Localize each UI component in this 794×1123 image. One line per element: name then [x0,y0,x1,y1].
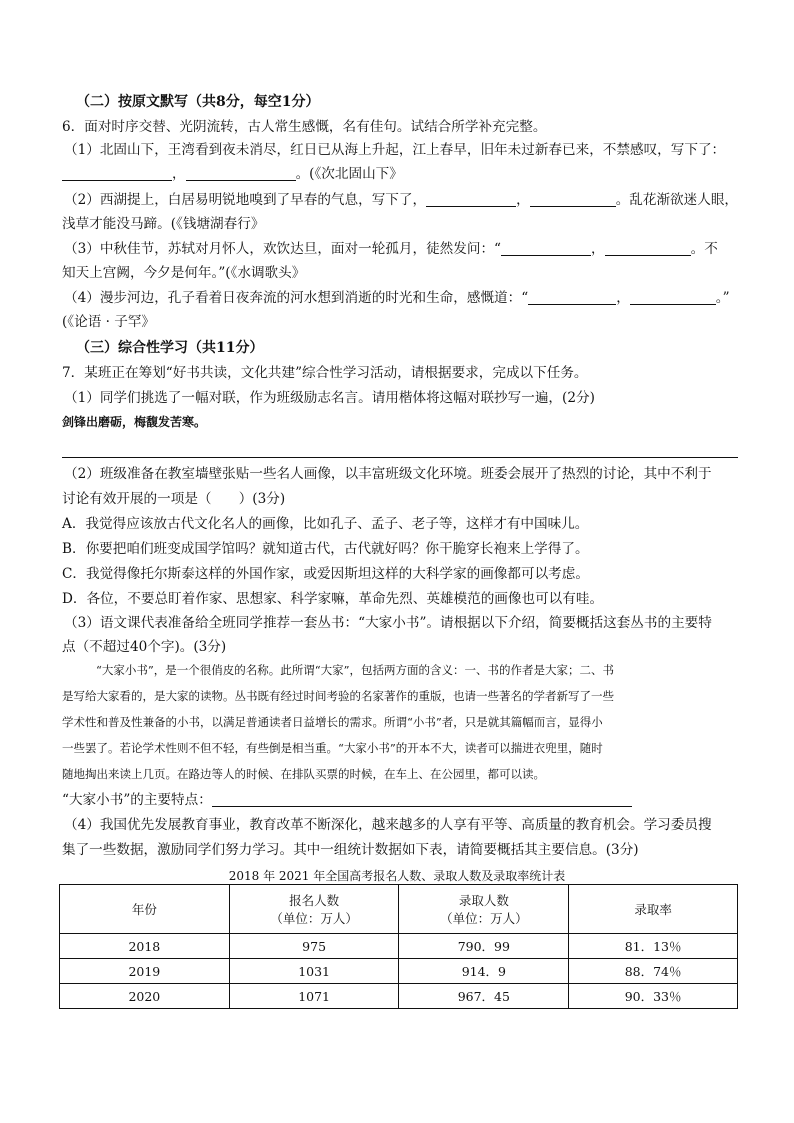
cell-applicants: 975 [229,934,399,959]
cell-rate: 81．13％ [569,934,738,959]
answer-blank[interactable] [186,166,296,181]
q6-part1-line2: ， 。(《次北固山下》 [62,164,742,184]
cell-applicants: 1031 [229,959,399,984]
q7-part2-line1: （2）班级准备在教室墙壁张贴一些名人画像，以丰富班级文化环境。班委会展开了热烈的讨论，其中不利于 [64,466,712,482]
passage-line: 一些罢了。若论学术性则不但不轻，有些倒是相当重。“大家小书”的开本不大，读者可以揣进衣兜里，随时 [62,741,603,755]
cell-year: 2018 [60,934,230,959]
option-a[interactable]: A．我觉得应该放古代文化名人的画像，比如孔子、孟子、老子等，这样才有中国味儿。 [62,516,589,532]
q6-part1-line1: （1）北固山下，王湾看到夜未消尽，红日已从海上升起，江上春早，旧年未过新春已来，不禁感叹，写下了： [64,142,726,158]
option-b[interactable]: B．你要把咱们班变成国学馆吗？就知道古代，古代就好吗？你干脆穿长袍来上学得了。 [62,541,589,557]
couplet-text: 剑锋出磨砺，梅馥发苦寒。 [62,415,207,429]
question-7-stem: 7．某班正在筹划“好书共读，文化共建”综合性学习活动，请根据要求，完成以下任务。 [62,365,588,381]
answer-blank[interactable] [630,290,716,305]
option-d[interactable]: D．各位，不要总盯着作家、思想家、科学家嘛，革命先烈、英雄模范的画像也可以有哇。 [62,591,604,607]
q7-part1: （1）同学们挑选了一幅对联，作为班级励志名言。请用楷体将这幅对联抄写一遍，(2分) [64,390,595,406]
cell-admitted: 914．9 [399,959,569,984]
answer-blank[interactable] [212,792,632,807]
q6-part2-line1: （2）西湖提上，白居易明锐地嗅到了早春的气息，写下了， ， 。乱花渐欲迷人眼， [64,192,739,208]
cell-applicants: 1071 [229,984,399,1009]
passage-line: 学术性和普及性兼备的小书，以满足普通读者日益增长的需求。所谓“小书”者，只是就其篇幅而言，显得小 [62,715,603,729]
q7-part4-line1: （4）我国优先发展教育事业，教育改革不断深化，越来越多的人享有平等、高质量的教育机会。学习委员搜 [64,817,712,833]
cell-year: 2019 [60,959,230,984]
writing-line[interactable] [62,457,738,458]
answer-blank[interactable] [62,166,172,181]
q6-part4-line1: （4）漫步河边，孔子看着日夜奔流的河水想到消逝的时光和生命，感慨道：“ ， 。” [64,290,730,306]
passage-line: “大家小书”，是一个很俏皮的名称。此所谓“大家”，包括两方面的含义：一、书的作者是大家；二、书 [96,663,615,677]
header-rate: 录取率 [569,885,738,934]
cell-admitted: 790．99 [399,934,569,959]
q7-part3-line1: （3）语文课代表准备给全班同学推荐一套丛书：“大家小书”。请根据以下介绍，简要概括这套丛书的主要特 [64,615,712,631]
q6-part4-line2: (《论语 · 子罕》 [62,314,156,330]
cell-rate: 90．33％ [569,984,738,1009]
q7-part4-line2: 集了一些数据，激励同学们努力学习。其中一组统计数据如下表，请简要概括其主要信息。(3分) [62,842,639,858]
q7-part3-line2: 点（不超过40个字)。(3分) [62,639,227,655]
table-row [60,959,738,984]
q6-part3-line2: 知天上宫阙，今夕是何年。”(《水调歌头》 [62,265,306,281]
answer-label: “大家小书”的主要特点： [62,790,742,810]
answer-blank[interactable] [501,241,591,256]
header-year: 年份 [60,885,230,934]
section-3-title: （三）综合性学习（共11分） [76,340,264,356]
q7-part2-line2: 讨论有效开展的一项是（ ）(3分) [62,491,286,507]
statistics-table [59,884,738,1009]
answer-blank[interactable] [426,192,516,207]
header-applicants: 报名人数 （单位：万人） [229,885,399,934]
option-c[interactable]: C．我觉得像托尔斯泰这样的外国作家，或爱因斯坦这样的大科学家的画像都可以考虑。 [62,566,589,582]
cell-admitted: 967．45 [399,984,569,1009]
table-caption: 2018 年 2021 年全国高考报名人数、录取人数及录取率统计表 [228,869,566,883]
header-admitted: 录取人数 （单位：万人） [399,885,569,934]
cell-year: 2020 [60,984,230,1009]
table-row [60,984,738,1009]
answer-blank[interactable] [528,290,616,305]
passage-line: 是写给大家看的，是大家的读物。丛书既有经过时间考验的名家著作的重版，也请一些著名的学者新写了一些 [62,689,614,703]
q6-part2-line2: 浅草才能没马蹄。(《钱塘湖春行》 [62,216,265,232]
answer-blank[interactable] [605,241,691,256]
cell-rate: 88．74％ [569,959,738,984]
q6-part3-line1: （3）中秋佳节，苏轼对月怀人，欢饮达旦，面对一轮孤月，徒然发问：“ ， 。不 [64,241,718,257]
section-2-title: （二）按原文默写（共8分，每空1分） [76,94,320,110]
table-header-row [60,885,738,934]
answer-blank[interactable] [530,192,616,207]
table-row [60,934,738,959]
question-6-stem: 6．面对时序交替、光阴流转，古人常生感慨，名有佳句。试结合所学补充完整。 [62,119,547,135]
passage-line: 随地掏出来读上几页。在路边等人的时候、在排队买票的时候，在车上、在公园里，都可以读。 [62,767,545,781]
